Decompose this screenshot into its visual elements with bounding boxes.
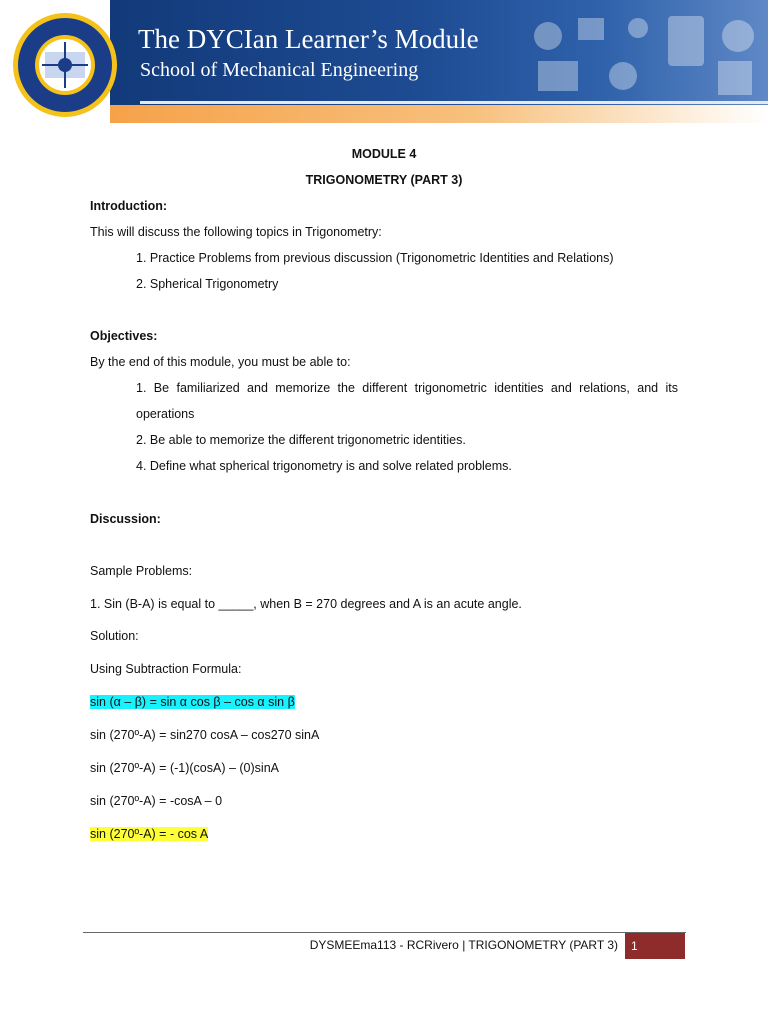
module-number: MODULE 4 — [351, 147, 417, 161]
introduction-lead: This will discuss the following topics in Trigonometry: — [90, 225, 382, 239]
module-banner — [0, 0, 768, 125]
sample-problems-heading: Sample Problems: — [90, 564, 193, 578]
solution-label: Solution: — [90, 629, 139, 643]
objectives-lead: By the end of this module, you must be able to: — [90, 355, 351, 369]
module-topic: TRIGONOMETRY (PART 3) — [305, 173, 463, 187]
introduction-heading: Introduction: — [90, 199, 168, 213]
banner-orange-stripe — [110, 105, 768, 123]
objective-item: 1. Be familiarized and memorize the different trigonometric identities and relations, and its operations — [136, 381, 678, 421]
introduction-item: 2. Spherical Trigonometry — [136, 277, 279, 291]
page-number: 1 — [625, 933, 685, 959]
subtraction-formula: sin (α – β) = sin α cos β – cos α sin β — [90, 695, 295, 709]
solution-step: sin (270º-A) = sin270 cosA – cos270 sinA — [90, 728, 320, 742]
banner-subtitle: School of Mechanical Engineering — [140, 59, 419, 81]
footer-divider — [83, 932, 686, 933]
introduction-item: 1. Practice Problems from previous discussion (Trigonometric Identities and Relations) — [136, 251, 614, 265]
college-seal-logo — [12, 12, 118, 118]
education-icons-decoration — [518, 6, 768, 102]
footer-text: DYSMEEma113 - RCRivero | TRIGONOMETRY (PART 3) — [309, 938, 618, 952]
objective-item: 4. Define what spherical trigonometry is and solve related problems. — [136, 459, 512, 473]
solution-step: sin (270º-A) = -cosA – 0 — [90, 794, 223, 808]
formula-label: Using Subtraction Formula: — [90, 662, 242, 676]
solution-step: sin (270º-A) = (-1)(cosA) – (0)sinA — [90, 761, 279, 775]
objectives-heading: Objectives: — [90, 329, 158, 343]
discussion-heading: Discussion: — [90, 512, 161, 526]
problem-statement: 1. Sin (B-A) is equal to _____, when B = 270 degrees and A is an acute angle. — [90, 597, 522, 611]
objective-item: 2. Be able to memorize the different trigonometric identities. — [136, 433, 466, 447]
banner-title: The DYCIan Learner’s Module — [138, 24, 479, 54]
final-answer: sin (270º-A) = - cos A — [90, 827, 209, 841]
